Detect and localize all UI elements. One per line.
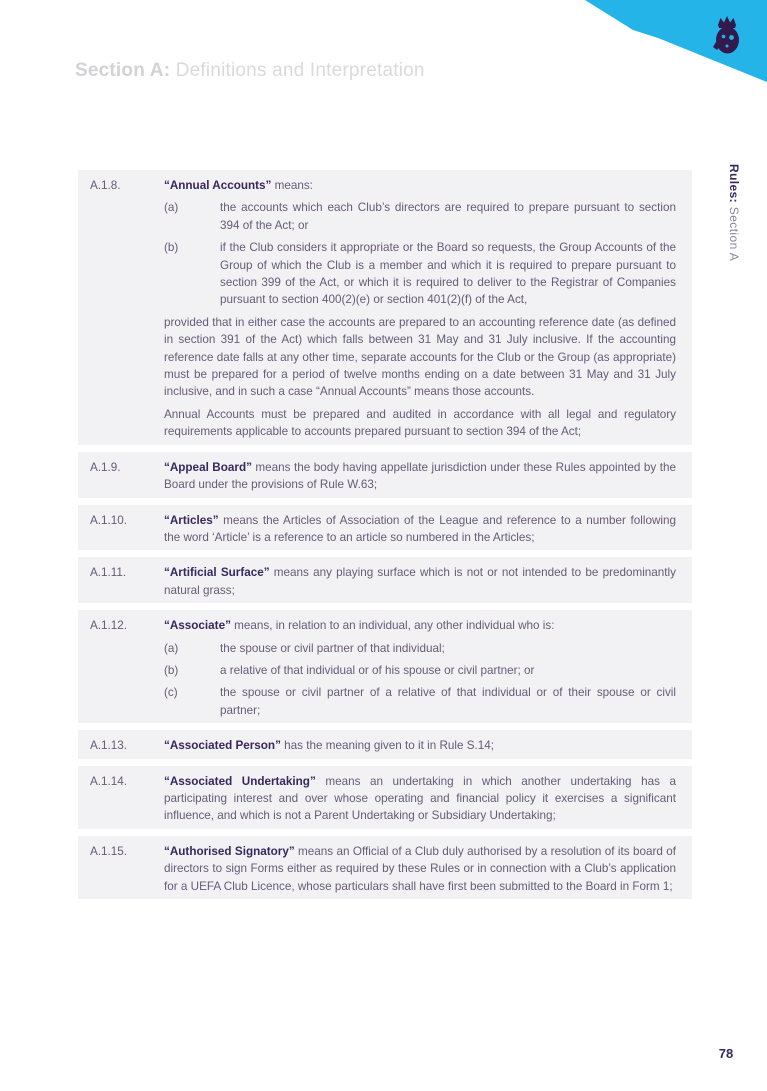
rule-a-1-12 (78, 610, 692, 723)
rule-number: A.1.12. (90, 619, 128, 633)
rule-paragraph (164, 177, 676, 194)
rule-text: means the body having appellate jurisdiction under these Rules appointed by the Board under the provisions of Rule W.63; (164, 460, 676, 492)
rule-paragraph (164, 617, 676, 634)
sub-item-letter: (c) (164, 686, 178, 700)
rule-paragraph (164, 684, 676, 719)
defined-term: “Authorised Signatory” (164, 844, 295, 858)
rule-paragraph (164, 773, 676, 825)
sub-item-text (220, 662, 676, 679)
rule-text: has the meaning given to it in Rule S.14; (280, 739, 495, 753)
rule-text: means any playing surface which is not or not intended to be predominantly natural grass; (164, 566, 676, 597)
rule-number: A.1.13. (90, 739, 128, 753)
section-title-text: Definitions and Interpretation (170, 60, 425, 81)
rule-text: provided that in either case the accounts are prepared to an accounting reference date (as defined in section 391 of the Act) which falls between 31 May and 31 July inclusive. If the accounting reference date falls at any other time, separate accounts for the Club or the Group (as appropriate) must be prepared for a period of twelve months ending on a date between 31 May and 31 July inclusive, and in such a case “Annual Accounts” means those accounts. (164, 315, 676, 399)
rule-a-1-11 (78, 557, 692, 603)
section-label: Section A: (75, 60, 171, 81)
sub-item-letter: (a) (164, 201, 179, 215)
rule-number: A.1.11. (90, 566, 127, 580)
rule-text: a relative of that individual or of his spouse or civil partner; or (220, 663, 535, 677)
accent-diagonal-band (585, 0, 767, 82)
rule-number: A.1.15. (90, 844, 128, 858)
rule-paragraph (164, 564, 676, 599)
defined-term: “Associated Undertaking” (164, 774, 316, 788)
rule-body (164, 617, 676, 719)
sub-item-letter: (b) (164, 663, 179, 677)
rule-paragraph (164, 843, 676, 895)
rule-paragraph (164, 512, 676, 547)
rule-text: Annual Accounts must be prepared and audited in accordance with all legal and regulatory requirements applicable to accounts prepared pursuant to section 394 of the Act; (164, 407, 676, 439)
rule-body (164, 843, 676, 895)
rule-text: the spouse or civil partner of a relative of that individual or of their spouse or civil partner; (220, 686, 676, 717)
rule-a-1-9 (78, 452, 692, 498)
rule-body (164, 459, 676, 494)
rules-list (78, 170, 692, 906)
rule-a-1-15 (78, 836, 692, 899)
rule-paragraph (164, 406, 676, 441)
rule-body (164, 177, 676, 441)
sub-item-letter: (b) (164, 241, 179, 255)
rule-text: means an undertaking in which another undertaking has a participating interest and over whose operating and financial policy it exercises a significant influence, and which is not a Parent Undertaking or Subsidiary Undertaking; (164, 774, 676, 823)
sub-item-text (220, 640, 676, 657)
sub-item-text (220, 239, 676, 309)
rule-paragraph (164, 314, 676, 401)
rule-a-1-10 (78, 505, 692, 551)
sub-item-text (220, 199, 676, 234)
defined-term: “Annual Accounts” (164, 179, 272, 192)
rule-number: A.1.10. (90, 513, 128, 527)
rule-text: means, in relation to an individual, any other individual who is: (230, 619, 555, 633)
sidebar-rules-label: Rules: (727, 164, 741, 204)
rule-text: means the Articles of Association of the League and reference to a number following the word ‘Article’ is a reference to an article so numbered in the Articles; (164, 513, 676, 544)
sidebar-section-name: Section A (727, 203, 741, 262)
defined-term: “Articles” (164, 513, 219, 527)
rule-a-1-14 (78, 766, 692, 829)
rule-text: the spouse or civil partner of that individual; (220, 641, 445, 655)
sidebar-section-tab (727, 164, 741, 261)
page-number: 78 (718, 1046, 734, 1061)
rule-body (164, 737, 676, 754)
rule-number: A.1.9. (90, 460, 121, 474)
defined-term: “Appeal Board” (164, 460, 252, 474)
rule-paragraph (164, 459, 676, 494)
rule-number: A.1.14. (90, 774, 128, 788)
sub-item-letter: (a) (164, 641, 179, 655)
rule-paragraph (164, 640, 676, 657)
rule-text: if the Club considers it appropriate or the Board so requests, the Group Accounts of the Group of which the Club is a member and which it is required to prepare pursuant to section 399 of the Act, or which it is required to deliver to the Registrar of Companies pursuant to section 400(2)(e) or section 401(2)(f) of the Act, (220, 241, 676, 307)
rule-paragraph (164, 199, 676, 234)
rule-paragraph (164, 662, 676, 679)
rule-a-1-8 (78, 170, 692, 445)
rule-a-1-13 (78, 730, 692, 758)
rule-text: means an Official of a Club duly authorised by a resolution of its board of directors to sign Forms either as required by these Rules or in connection with a Club’s application for a UEFA Club Licence, whose particulars shall have first been submitted to the Board in Form 1; (164, 844, 676, 893)
rule-number: A.1.8. (90, 179, 121, 192)
rule-body (164, 773, 676, 825)
page-title (75, 60, 425, 82)
defined-term: “Artificial Surface” (164, 566, 270, 580)
rule-paragraph (164, 737, 676, 754)
defined-term: “Associate” (164, 619, 231, 633)
rule-text: means: (271, 179, 313, 192)
sub-item-text (220, 684, 676, 719)
corner-accent-shape (585, 0, 767, 86)
defined-term: “Associated Person” (164, 739, 281, 753)
rule-body (164, 512, 676, 547)
rule-body (164, 564, 676, 599)
rule-paragraph (164, 239, 676, 309)
rule-text: the accounts which each Club’s directors are required to prepare pursuant to section 394 of the Act; or (220, 201, 676, 232)
